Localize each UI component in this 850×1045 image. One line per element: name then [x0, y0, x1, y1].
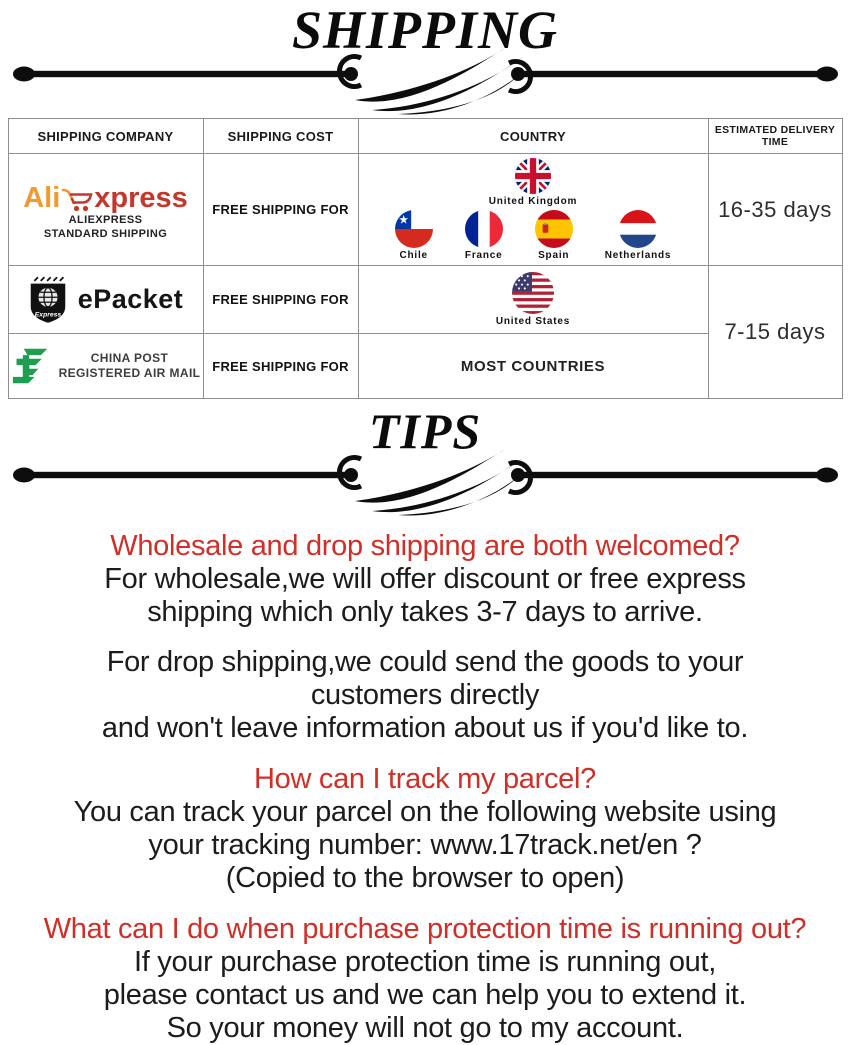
- tips-heading: What can I do when purchase protection time is running out?: [43, 913, 807, 945]
- epacket-badge-text: Express: [34, 310, 61, 318]
- tips-content: [0, 529, 850, 1045]
- epacket-badge-icon: [28, 275, 68, 325]
- flag-item-spain: [535, 210, 573, 261]
- tips-heading: Wholesale and drop shipping are both welcomed?: [110, 530, 740, 562]
- aliexpress-sub-line1: ALIEXPRESS: [68, 213, 143, 226]
- flag-label: United States: [495, 316, 571, 327]
- chinapost-logo-cell: [8, 334, 203, 399]
- tips-line: So your money will not go to my account.: [166, 1012, 684, 1044]
- epacket-logo-text: ePacket: [77, 284, 184, 314]
- tips-line: please contact us and we can help you to extend it.: [103, 979, 747, 1011]
- flag-item-united-kingdom: [489, 158, 577, 207]
- tips-line: You can track your parcel on the following website using: [73, 796, 777, 828]
- tips-line: customers directly: [310, 679, 540, 711]
- chinapost-name-line2: REGISTERED AIR MAIL: [58, 366, 201, 380]
- header-country: COUNTRY: [358, 119, 708, 154]
- table-row-epacket: [8, 266, 842, 334]
- epacket-country-cell: [358, 266, 708, 334]
- aliexpress-cost: FREE SHIPPING FOR: [203, 154, 358, 266]
- tips-section-tracking: [0, 762, 850, 895]
- tips-section-wholesale: [0, 529, 850, 629]
- chile-flag-icon: [395, 210, 433, 248]
- aliexpress-logo-xpress: xpress: [94, 181, 188, 214]
- flag-item-netherlands: [605, 210, 672, 261]
- tips-title: TIPS: [368, 403, 482, 459]
- tips-line: shipping which only takes 3-7 days to arrive.: [147, 596, 703, 628]
- flag-label: Netherlands: [604, 250, 672, 261]
- aliexpress-logo-cell: [8, 154, 203, 266]
- china-post-logo-icon: [11, 347, 51, 385]
- chinapost-name-line1: CHINA POST: [90, 351, 169, 365]
- aliexpress-cart-icon: [61, 186, 93, 213]
- tips-section-dropshipping: [0, 646, 850, 745]
- table-row-aliexpress: [8, 154, 842, 266]
- epacket-logo-cell: [8, 266, 203, 334]
- tips-line: (Copied to the browser to open): [225, 862, 625, 894]
- header-estimated-delivery: ESTIMATED DELIVERY TIME: [708, 119, 842, 154]
- flag-label: France: [464, 250, 503, 261]
- united-states-flag-icon: [512, 272, 554, 314]
- aliexpress-delivery-time: 16-35 days: [708, 154, 842, 266]
- epacket-chinapost-delivery-time: 7-15 days: [708, 266, 842, 399]
- flag-item-chile: [395, 210, 433, 261]
- aliexpress-logo-ali: Ali: [23, 181, 61, 214]
- united-kingdom-flag-icon: [515, 158, 551, 194]
- epacket-cost: FREE SHIPPING FOR: [203, 266, 358, 334]
- aliexpress-sub-line2: STANDARD SHIPPING: [43, 227, 168, 240]
- tips-section-purchase-protection: [0, 912, 850, 1045]
- shipping-table: [8, 118, 843, 399]
- flag-item-france: [465, 210, 503, 261]
- flag-label: Chile: [399, 250, 428, 261]
- header-shipping-company: SHIPPING COMPANY: [8, 119, 203, 154]
- shipping-title: SHIPPING: [291, 0, 559, 60]
- table-header-row: [8, 119, 842, 154]
- flag-label: Spain: [538, 250, 570, 261]
- france-flag-icon: [465, 210, 503, 248]
- tips-line: If your purchase protection time is running out,: [133, 946, 717, 978]
- header-shipping-cost: SHIPPING COST: [203, 119, 358, 154]
- tips-heading: How can I track my parcel?: [254, 763, 596, 795]
- chinapost-country: MOST COUNTRIES: [358, 334, 708, 399]
- flag-item-united-states: [496, 272, 570, 327]
- tips-line: and won't leave information about us if you'd like to.: [101, 712, 749, 744]
- spain-flag-icon: [535, 210, 573, 248]
- aliexpress-countries-cell: [358, 154, 708, 266]
- chinapost-cost: FREE SHIPPING FOR: [203, 334, 358, 399]
- netherlands-flag-icon: [619, 210, 657, 248]
- tips-line: For wholesale,we will offer discount or free express: [104, 563, 746, 595]
- tips-line: your tracking number: www.17track.net/en ?: [148, 829, 702, 861]
- tips-line: For drop shipping,we could send the goods to your: [106, 646, 744, 678]
- flag-label: United Kingdom: [488, 196, 578, 207]
